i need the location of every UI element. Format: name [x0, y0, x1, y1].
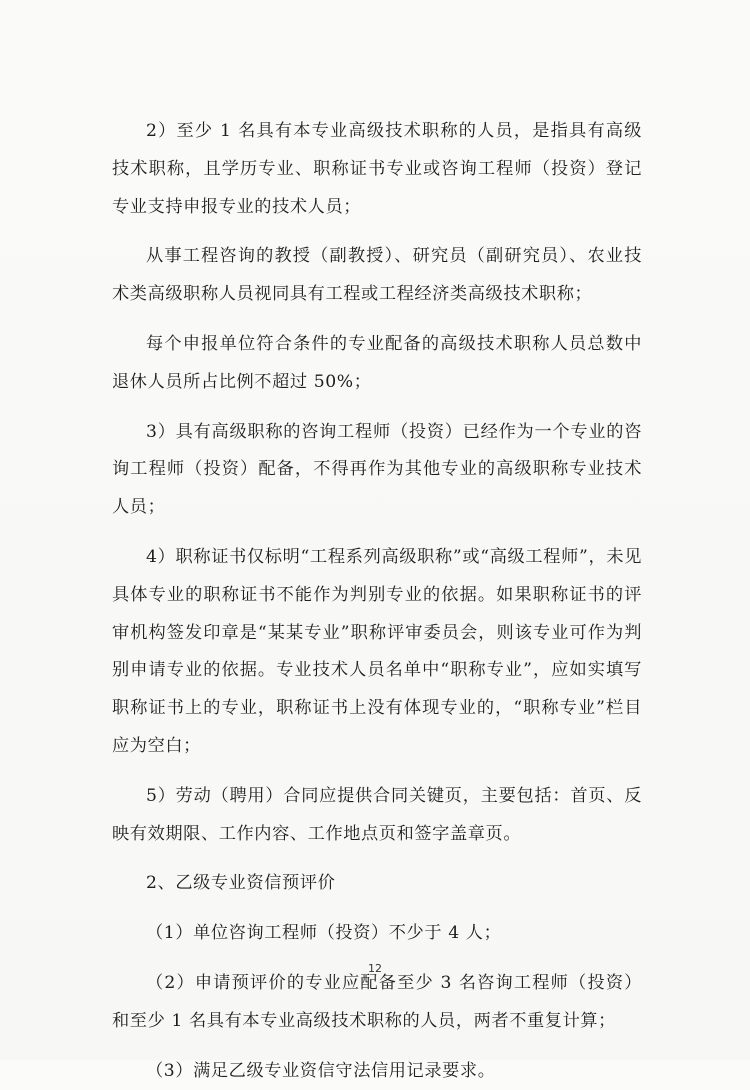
paragraph-4: 3）具有高级职称的咨询工程师（投资）已经作为一个专业的咨询工程师（投资）配备，不得再作为其他专业的高级职称专业技术人员；: [112, 421, 642, 518]
paragraph-1: 2）至少 1 名具有本专业高级技术职称的人员，是指具有高级技术职称，且学历专业、职称证书专业或咨询工程师（投资）登记专业支持申报专业的技术人员；: [112, 121, 642, 217]
paragraph-6: 5）劳动（聘用）合同应提供合同关键页，主要包括：首页、反映有效期限、工作内容、工作地点页和签字盖章页。: [112, 785, 642, 844]
paragraph-5: 4）职称证书仅标明“工程系列高级职称”或“高级工程师”，未见具体专业的职称证书不能作为判别专业的依据。如果职称证书的评审机构签发印章是“某某专业”职称评审委员会，则该专业可作为判别申请专业的依据。专业技术人员名单中“职称专业”，应如实填写职称证书上的专业，职称证书上没有体现专业的，“职称专业”栏目应为空白；: [112, 546, 642, 756]
page-number: 12: [368, 962, 382, 975]
paragraph-8: （1）单位咨询工程师（投资）不少于 4 人；: [146, 923, 502, 944]
paragraph-3: 每个申报单位符合条件的专业配备的高级技术职称人员总数中退休人员所占比例不超过 50%；: [112, 333, 642, 392]
paragraph-10: （3）满足乙级专业资信守法信用记录要求。: [146, 1060, 496, 1081]
document-body: [112, 113, 642, 1090]
paragraph-9: （2）申请预评价的专业应配备至少 3 名咨询工程师（投资）和至少 1 名具有本专业高级技术职称的人员，两者不重复计算；: [112, 972, 642, 1031]
section-heading-grade-b: 2、乙级专业资信预评价: [146, 873, 336, 894]
paragraph-2: 从事工程咨询的教授（副教授）、研究员（副研究员）、农业技术类高级职称人员视同具有工程或工程经济类高级技术职称；: [112, 246, 642, 305]
